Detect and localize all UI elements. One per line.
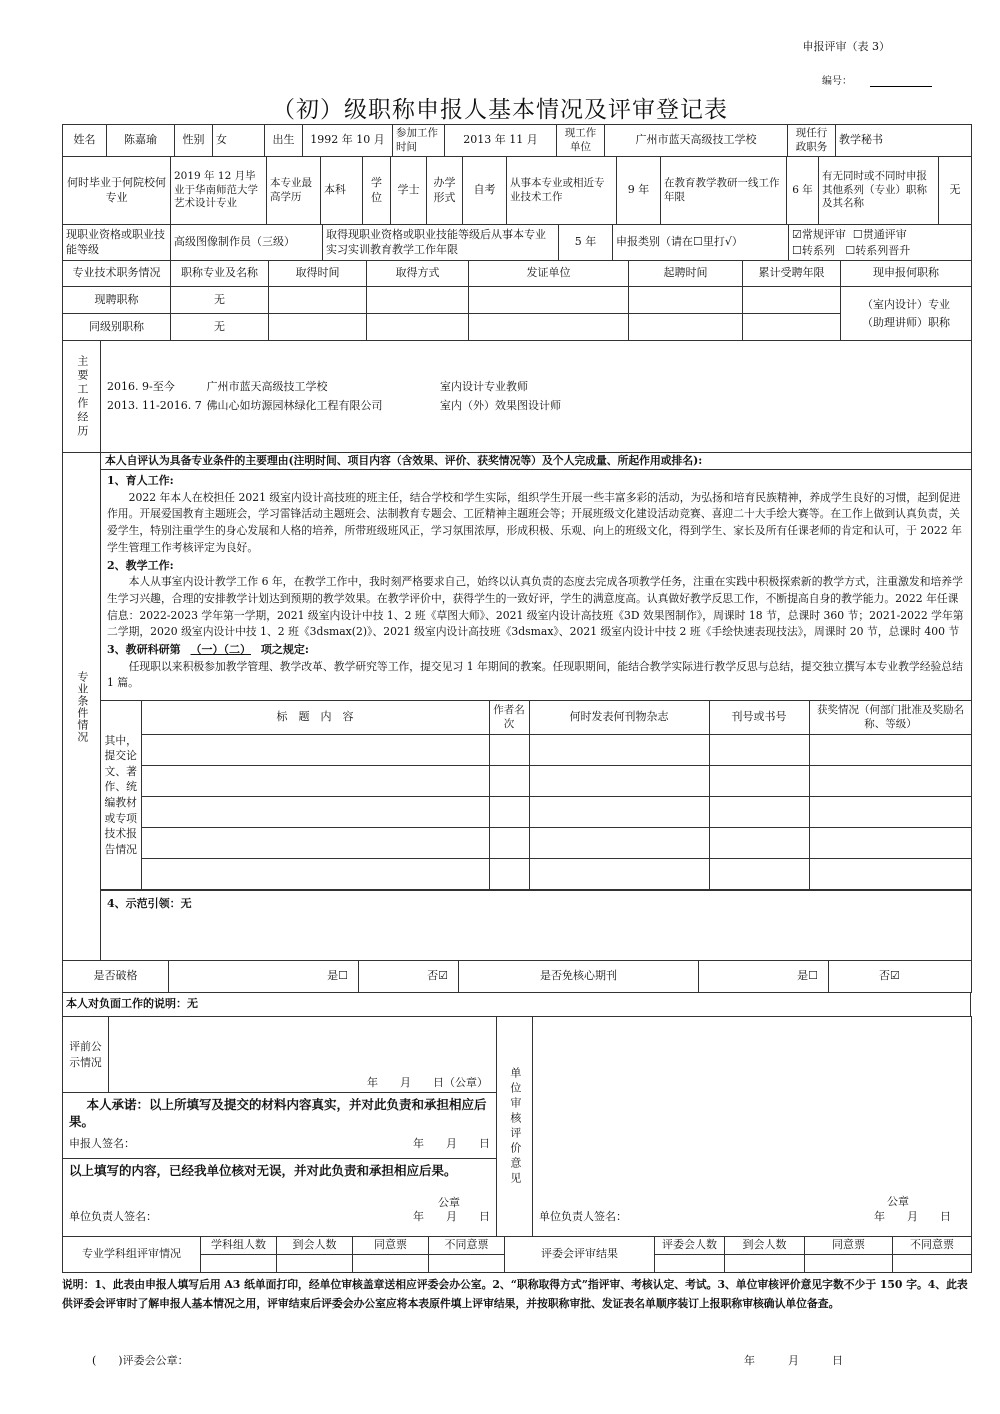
unit-value: 广州市蓝天高级技工学校 [605, 125, 788, 157]
papers-header-issn: 刊号或书号 [709, 701, 809, 735]
birth-value: 1992 年 10 月 [303, 125, 393, 157]
verify-seal: 公章 [438, 1195, 460, 1209]
work-start-label: 参加工作时间 [393, 125, 445, 157]
title-header-6: 累计受聘年限 [743, 261, 841, 287]
admin-post-value: 教学秘书 [836, 125, 972, 157]
years-value: 9 年 [617, 157, 661, 225]
committee-col-3: 不同意票 [893, 1237, 972, 1255]
table-row [101, 735, 972, 766]
title-header-0: 专业技术职务情况 [63, 261, 171, 287]
grad-label: 何时毕业于何院校何专业 [63, 157, 171, 225]
name-label: 姓名 [63, 125, 107, 157]
gender-value: 女 [213, 125, 265, 157]
skill-table [62, 224, 972, 261]
degree-value: 学士 [391, 157, 427, 225]
type-transfer-promote[interactable]: ☐转系列晋升 [845, 243, 911, 257]
group-col-3: 不同意票 [429, 1237, 505, 1255]
title-header-3: 取得方式 [367, 261, 469, 287]
unit-review-sign: 单位负责人签名： [539, 1209, 627, 1223]
unit-review-content [533, 1017, 972, 1237]
title-header-7: 现申报何职称 [841, 261, 972, 287]
committee-label: 评委会评审结果 [505, 1237, 655, 1273]
breach-table [62, 960, 972, 993]
papers-side-label: 其中，提交论文、著作、统编教材或专项技术报告情况 [101, 701, 141, 890]
negative-table [62, 992, 971, 1017]
papers-header-journal: 何时发表何刊物杂志 [529, 701, 709, 735]
page-title: （初）级职称申报人基本情况及评审登记表 [272, 97, 728, 123]
section-research-text: 任现职以来积极参加教学管理、教学改革、教学研究等工作，提交见习 1 年期间的教案。任现职期间，能结合教学实际进行教学反思与总结，提交独立撰写本专业教学经验总结 1 篇。 [107, 659, 963, 690]
section-education-text: 2022 年本人在校担任 2021 级室内设计高技班的班主任，结合学校和学生实际，组织学生开展一些丰富多彩的活动，为弘扬和培育民族精神，养成学生良好的习惯，起到促进作用。开展爱国教育主题班会，学习雷锋活动主题班会、法制教育专题会、工匠精神主题班会等；开展班级文化建设活动竞赛、喜迎二十大手绘大赛等。在工作上做到认真负责，关爱学生，特别注重学生的身心发展和人格的培养，所带班级班风正，学习氛围浓厚，形成积极、乐观、向上的班级文化，得到学生、家长及所有任课老师的肯定和认可，于 2022 年学生管理工作考核评定为良好。 [107, 490, 962, 554]
name-value: 陈嘉瑜 [107, 125, 175, 157]
promise-text: 本人承诺：以上所填写及提交的材料内容真实，并对此负责和承担相应后果。 [69, 1097, 487, 1129]
notes: 说明：1、此表由申报人填写后用 A3 纸单面打印，经单位审核盖章送相应评委会办公室。2、“职称取得方式”指评审、考核认定、考试。3、单位审核评价意见字数不少于 150 字。4、此表供评委会评审时了解申报人基本情况之用，评审结束后评委会办公室应将本表原件填上评审结果，并按职称审批、发证表名单顺序装订上报职称审核确认单位备查。 [62, 1278, 968, 1310]
type-through[interactable]: ☐贯通评审 [852, 228, 907, 242]
same-level-label: 同级别职称 [63, 314, 171, 341]
core-yes[interactable]: 是☐ [699, 961, 829, 993]
after-years-value: 5 年 [559, 225, 613, 261]
verify-text: 以上填写的内容，已经我单位核对无误，并对此负责和承担相应后果。 [69, 1163, 457, 1178]
table-row [101, 828, 972, 859]
teach-label: 在教育教学教研一线工作年限 [661, 157, 787, 225]
mode-value: 自考 [463, 157, 507, 225]
publicity-date: 年 月 日（公章） [109, 1017, 497, 1093]
breach-yes[interactable]: 是☐ [169, 961, 359, 993]
basic-info-table [62, 124, 972, 157]
work-period: 2016. 9-至今 [107, 380, 175, 394]
applicant-sign: 申报人签名： [69, 1136, 135, 1150]
unit-review-seal: 公章 [887, 1195, 909, 1209]
other-value: 无 [939, 157, 972, 225]
type-transfer[interactable]: ☐转系列 [792, 243, 835, 257]
group-review-table [62, 1236, 972, 1273]
same-level-value: 无 [171, 314, 269, 341]
research-title-c: 项之规定: [260, 643, 309, 657]
teach-years-value: 6 年 [787, 157, 819, 225]
current-title-value: 无 [171, 287, 269, 314]
table-row [101, 797, 972, 828]
papers-table [101, 700, 972, 890]
after-label: 取得现职业资格或职业技能等级后从事本专业实习实训教育教学工作年限 [323, 225, 559, 261]
apply-title-line1: （室内设计）专业 [862, 297, 950, 311]
gender-label: 性别 [175, 125, 213, 157]
work-period: 2013. 11-2016. 7 [107, 398, 202, 412]
work-item [107, 378, 968, 396]
section-teaching-text: 本人从事室内设计教学工作 6 年，在教学工作中，我时刻严格要求自己，始终以认真负责的态度去完成各项教学任务，注重在实践中积极探索新的教学方式，注重激发和培养学生学习兴趣，合理的安排教学计划达到预期的教学效果。在教学评价中，获得学生的一致好评，学生的满意度高。认真做好教学反思工作，不断提高自身的教学能力。2022 年任课信息：2022-2023 学年第一学期，2021 级室内设计中技 1、2 班《草图大师》、2021 级室内设计高技班《3D 效果图制作》，周课时 18 节，总课时 360 节；2021-2022 学年第二学期，2020 级室内设计中技 1、2 班《3dsmax(2)》、2021 级室内设计高技班《3dsmax》、2021 级室内设计中技 2 班《手绘快速表现技法》，周课时 20 节，总课时 400 节 [107, 575, 964, 639]
title-header-4: 发证单位 [469, 261, 629, 287]
research-title-b: （一）（二） [190, 643, 251, 657]
title-header-1: 职称专业及名称 [171, 261, 269, 287]
title-table [62, 260, 972, 341]
qual-value: 高级图像制作员（三级） [171, 225, 323, 261]
work-history-table [62, 340, 972, 453]
section-research-title [107, 641, 965, 659]
apply-title-line2: （助理讲师）职称 [862, 315, 950, 329]
work-org: 广州市蓝天高级技工学校 [206, 380, 328, 394]
core-no[interactable]: 否☑ [829, 961, 972, 993]
breach-no[interactable]: 否☑ [359, 961, 459, 993]
footer-date: 年 月 日 [744, 1354, 843, 1367]
committee-col-2: 同意票 [805, 1237, 893, 1255]
work-start-value: 2013 年 11 月 [445, 125, 557, 157]
work-role: 室内设计专业教师 [440, 380, 528, 394]
group-col-0: 学科组人数 [201, 1237, 277, 1255]
conditions-intro: 本人自评认为具备专业条件的主要理由(注明时间、项目内容（含效果、评价、获奖情况等）及个人完成量、所起作用或排名): [101, 453, 971, 470]
negative-statement: 本人对负面工作的说明：无 [63, 993, 971, 1017]
work-org: 佛山心如坊源园林绿化工程有限公司 [206, 398, 383, 412]
other-label: 有无同时或不同时申报其他系列（专业）职称及其名称 [819, 157, 939, 225]
promise-block [63, 1093, 497, 1159]
years-label: 从事本专业或相近专业技术工作 [507, 157, 617, 225]
table-row [101, 766, 972, 797]
applicant-date: 年 月 日 [413, 1136, 490, 1150]
core-journal-label: 是否免核心期刊 [459, 961, 699, 993]
apply-title [841, 287, 972, 341]
section-teaching-title: 2、教学工作: [107, 558, 174, 572]
group-review-label: 专业学科组评审情况 [63, 1237, 201, 1273]
breach-label: 是否破格 [63, 961, 169, 993]
leader-sign: 单位负责人签名： [69, 1210, 157, 1224]
serial-label: 编号： [822, 76, 852, 87]
degree-label: 学位 [363, 157, 391, 225]
serial-underline [870, 86, 932, 87]
review-block-table [62, 1016, 972, 1237]
table-row [101, 859, 972, 890]
publicity-label: 评前公示情况 [63, 1017, 109, 1093]
conditions-label: 专业条件情况 [63, 453, 101, 961]
verify-block [63, 1159, 497, 1237]
title-header-5: 起聘时间 [629, 261, 743, 287]
work-role: 室内（外）效果图设计师 [440, 398, 561, 412]
unit-review-label: 单位审核评价意见 [497, 1017, 533, 1237]
current-title-label: 现聘职称 [63, 287, 171, 314]
section-education-title: 1、育人工作: [107, 474, 174, 487]
type-options [789, 225, 972, 261]
papers-header-title: 标 题 内 容 [141, 701, 489, 735]
unit-review-date: 年 月 日 [874, 1209, 951, 1223]
work-item [107, 397, 968, 415]
title-header-2: 取得时间 [269, 261, 367, 287]
highest-label: 本专业最高学历 [267, 157, 321, 225]
research-title-a: 3、教研科研第 [107, 643, 181, 657]
form-code: 申报评审（表 3） [802, 40, 890, 53]
committee-seal: ( )评委会公章： [92, 1354, 189, 1367]
conditions-content [101, 453, 972, 961]
group-col-2: 同意票 [353, 1237, 429, 1255]
group-col-1: 到会人数 [277, 1237, 353, 1255]
grad-value: 2019 年 12 月毕业于华南师范大学 艺术设计专业 [171, 157, 267, 225]
papers-header-rank: 作者名次 [489, 701, 529, 735]
committee-col-1: 到会人数 [725, 1237, 805, 1255]
papers-header-award: 获奖情况（何部门批准及奖励名称、等级） [809, 701, 972, 735]
birth-label: 出生 [265, 125, 303, 157]
work-history-label: 主要工作经历 [63, 341, 101, 453]
highest-value: 本科 [321, 157, 363, 225]
committee-col-0: 评委会人数 [655, 1237, 725, 1255]
mode-label: 办学形式 [427, 157, 463, 225]
unit-label: 现工作单位 [557, 125, 605, 157]
leader-date: 年 月 日 [413, 1210, 490, 1224]
type-label: 申报类别（请在☐里打√） [613, 225, 789, 261]
education-table [62, 156, 972, 225]
conditions-table [62, 452, 972, 961]
work-history-content [101, 341, 972, 453]
type-regular[interactable]: ☑常规评审 [792, 228, 846, 242]
section-demo: 4、示范引领：无 [101, 890, 971, 917]
admin-post-label: 现任行政职务 [788, 125, 836, 157]
qual-label: 现职业资格或职业技能等级 [63, 225, 171, 261]
